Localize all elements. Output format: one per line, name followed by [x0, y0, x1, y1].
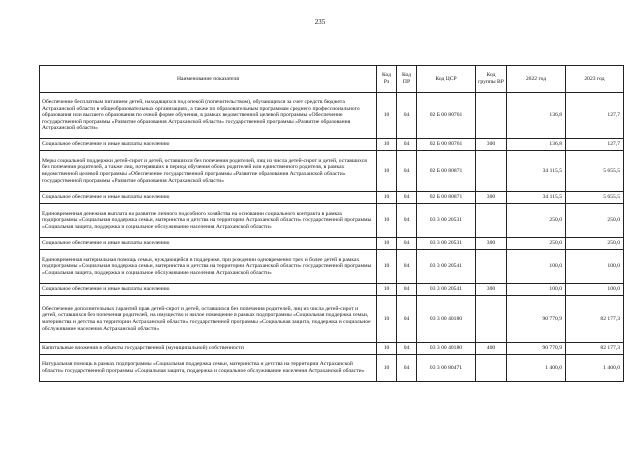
row-csr: 02 Б 00 80761 — [417, 139, 476, 151]
table-row — [40, 238, 624, 250]
row-pr: 04 — [397, 192, 417, 204]
row-csr: 03 3 00 20541 — [417, 250, 476, 284]
row-2023: 100,0 — [566, 284, 624, 296]
row-vr — [476, 355, 507, 382]
row-pr: 04 — [397, 151, 417, 192]
row-vr — [476, 93, 507, 139]
row-csr: 03 3 00 40180 — [417, 343, 476, 355]
row-2023: 100,0 — [566, 250, 624, 284]
row-2023: 250,0 — [566, 238, 624, 250]
row-csr: 03 3 00 20531 — [417, 204, 476, 238]
row-pr: 04 — [397, 250, 417, 284]
row-csr: 03 3 00 20541 — [417, 284, 476, 296]
row-2022: 100,0 — [507, 284, 566, 296]
row-csr: 02 Б 00 80871 — [417, 192, 476, 204]
row-name: Социальное обеспечение и иные выплаты населению — [40, 284, 377, 296]
row-csr: 03 3 00 20531 — [417, 238, 476, 250]
row-rz: 10 — [377, 204, 397, 238]
row-2022: 250,0 — [507, 238, 566, 250]
row-pr: 04 — [397, 93, 417, 139]
row-2022: 136,8 — [507, 93, 566, 139]
row-rz: 10 — [377, 238, 397, 250]
row-rz: 10 — [377, 93, 397, 139]
row-rz: 10 — [377, 343, 397, 355]
table-row — [40, 192, 624, 204]
row-vr: 300 — [476, 238, 507, 250]
row-name: Натуральная помощь в рамках подпрограммы «Социальная поддержка семьи, материнства и детства на территории Астраханской области» государственной программы «Социальная защита, поддержка и социальное обслуживание населения Астраханской области» — [40, 355, 377, 382]
row-2023: 82 177,3 — [566, 343, 624, 355]
table-header-row — [40, 66, 624, 93]
row-name: Единовременная денежная выплата на развитие личного подсобного хозяйства на основании социального контракта в рамках подпрограммы «Социальная поддержка семьи, материнства и детства на территории Астраханской области» государственной программы «Социальная защита, поддержка и социальное обслуживание населения Астраханской области» — [40, 204, 377, 238]
header-csr: Код ЦСР — [417, 66, 476, 93]
row-csr: 03 3 00 40180 — [417, 296, 476, 343]
row-rz: 10 — [377, 296, 397, 343]
header-pr: Код ПР — [397, 66, 417, 93]
row-vr — [476, 250, 507, 284]
row-rz: 10 — [377, 139, 397, 151]
table-row — [40, 151, 624, 192]
page-number: 235 — [314, 18, 326, 26]
row-csr: 02 Б 00 80871 — [417, 151, 476, 192]
header-2023: 2023 год — [566, 66, 624, 93]
row-name: Меры социальной поддержки детей-сирот и детей, оставшихся без попечения родителей, лиц из числа детей-сирот и детей, оставшихся без попечения родителей, а также лиц, потерявших в период обучения обоих родителей или единственного родителя, в рамках ведомственной целевой программы «Обеспечение государственной программы «Развитие образования Астраханской области» государственной программы «Развитие образования Астраханской области» — [40, 151, 377, 192]
row-pr: 04 — [397, 296, 417, 343]
row-2023: 5 655,5 — [566, 192, 624, 204]
header-name: Наименование показателя — [40, 66, 377, 93]
row-2022: 34 115,5 — [507, 192, 566, 204]
row-2022: 90 770,9 — [507, 296, 566, 343]
row-pr: 04 — [397, 343, 417, 355]
row-2022: 136,8 — [507, 139, 566, 151]
header-vr: Код группы ВР — [476, 66, 507, 93]
row-name: Социальное обеспечение и иные выплаты населению — [40, 238, 377, 250]
row-vr — [476, 296, 507, 343]
row-2022: 100,0 — [507, 250, 566, 284]
row-2023: 127,7 — [566, 139, 624, 151]
row-vr — [476, 151, 507, 192]
row-2022: 90 770,9 — [507, 343, 566, 355]
row-rz: 10 — [377, 250, 397, 284]
table-row — [40, 250, 624, 284]
table-row — [40, 284, 624, 296]
row-rz: 10 — [377, 284, 397, 296]
row-name: Капитальные вложения в объекты государственной (муниципальной) собственности — [40, 343, 377, 355]
table-row — [40, 139, 624, 151]
table-row — [40, 296, 624, 343]
row-2023: 250,0 — [566, 204, 624, 238]
row-rz: 10 — [377, 151, 397, 192]
row-pr: 04 — [397, 204, 417, 238]
row-vr: 400 — [476, 343, 507, 355]
row-vr: 300 — [476, 139, 507, 151]
row-2022: 1 400,0 — [507, 355, 566, 382]
row-pr: 04 — [397, 139, 417, 151]
row-2023: 1 400,0 — [566, 355, 624, 382]
row-csr: 02 Б 00 80761 — [417, 93, 476, 139]
row-2023: 5 655,5 — [566, 151, 624, 192]
row-csr: 03 3 00 80471 — [417, 355, 476, 382]
row-pr: 04 — [397, 284, 417, 296]
row-vr — [476, 204, 507, 238]
row-2023: 127,7 — [566, 93, 624, 139]
row-pr: 04 — [397, 238, 417, 250]
row-name: Социальное обеспечение и иные выплаты населению — [40, 192, 377, 204]
table-row — [40, 343, 624, 355]
budget-table — [39, 65, 624, 382]
row-vr: 300 — [476, 284, 507, 296]
header-2022: 2022 год — [507, 66, 566, 93]
header-rz: Код Рз — [377, 66, 397, 93]
row-2022: 34 115,5 — [507, 151, 566, 192]
row-2022: 250,0 — [507, 204, 566, 238]
row-rz: 10 — [377, 355, 397, 382]
table-row — [40, 93, 624, 139]
table-row — [40, 355, 624, 382]
table-row — [40, 204, 624, 238]
row-vr: 300 — [476, 192, 507, 204]
row-name: Социальное обеспечение и иные выплаты населению — [40, 139, 377, 151]
row-2023: 82 177,3 — [566, 296, 624, 343]
row-name: Единовременная материальная помощь семьи, нуждающейся в поддержке, при рождении одновременно трех и более детей в рамках подпрограммы «Социальная поддержка семьи, материнства и детства на территории Астраханской области» государственной программы «Социальная защита, поддержка и социальное обслуживание населения Астраханской области» — [40, 250, 377, 284]
row-rz: 10 — [377, 192, 397, 204]
row-pr: 04 — [397, 355, 417, 382]
row-name: Обеспечение дополнительных гарантий прав детей-сирот и детей, оставшихся без попечения родителей, лиц из числа детей-сирот и детей, оставшихся без попечения родителей, на имущество и жилое помещение в рамках подпрограммы «Социальная поддержка семьи, материнства и детства на территории Астраханской области» государственной программы «Социальная защита, поддержка и социальное обслуживание населения Астраханской области» — [40, 296, 377, 343]
row-name: Обеспечение бесплатным питанием детей, находящихся под опекой (попечительством), обучающихся за счет средств бюджета Астраханской области в общеобразовательных организациях, а также по образовательным программам среднего профессионального образования или высшего образования по очной форме обучения, в рамках ведомственной целевой программы «Обеспечение государственной программы «Развитие образования Астраханской области» государственной программы «Развитие образования Астраханской области» — [40, 93, 377, 139]
